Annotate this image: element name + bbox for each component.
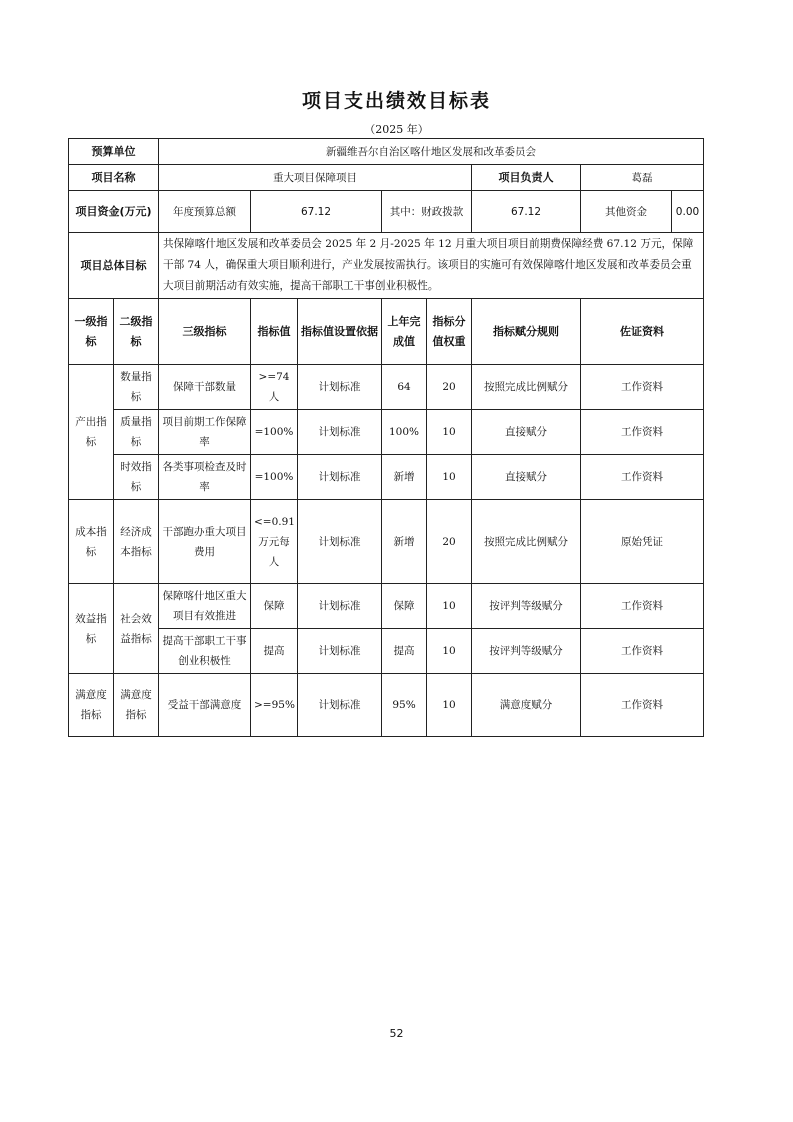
page-number: 52	[389, 1027, 404, 1040]
evidence-cell: 工作资料	[581, 455, 704, 500]
table-row	[69, 365, 704, 410]
indicator-value-cell: =100%	[251, 455, 298, 500]
rule-cell: 直接赋分	[472, 455, 581, 500]
header-basis: 指标值设置依据	[298, 299, 382, 365]
weight-cell: 10	[427, 584, 472, 629]
header-level3: 三级指标	[159, 299, 251, 365]
indicator-value-cell: =100%	[251, 410, 298, 455]
level1-benefit: 效益指标	[69, 584, 114, 674]
level1-cost: 成本指标	[69, 500, 114, 584]
table-row	[69, 455, 704, 500]
annual-budget-value: 67.12	[251, 191, 382, 233]
indicator-value-cell: 保障	[251, 584, 298, 629]
basis-cell: 计划标准	[298, 455, 382, 500]
last-year-cell: 新增	[382, 455, 427, 500]
rule-cell: 按评判等级赋分	[472, 584, 581, 629]
weight-cell: 10	[427, 629, 472, 674]
level3-cell: 提高干部职工干事创业积极性	[159, 629, 251, 674]
weight-cell: 10	[427, 455, 472, 500]
project-name-value: 重大项目保障项目	[159, 165, 472, 191]
project-leader-label: 项目负责人	[472, 165, 581, 191]
weight-cell: 20	[427, 365, 472, 410]
fiscal-funds-label: 其中：财政拨款	[382, 191, 472, 233]
fiscal-funds-value: 67.12	[472, 191, 581, 233]
indicator-value-cell: >=95%	[251, 674, 298, 737]
rule-cell: 按评判等级赋分	[472, 629, 581, 674]
last-year-cell: 100%	[382, 410, 427, 455]
annual-budget-label: 年度预算总额	[159, 191, 251, 233]
last-year-cell: 保障	[382, 584, 427, 629]
other-funds-value: 0.00	[672, 191, 704, 233]
level3-cell: 各类事项检查及时率	[159, 455, 251, 500]
basis-cell: 计划标准	[298, 410, 382, 455]
basis-cell: 计划标准	[298, 584, 382, 629]
last-year-cell: 64	[382, 365, 427, 410]
level1-satisfaction: 满意度指标	[69, 674, 114, 737]
basis-cell: 计划标准	[298, 500, 382, 584]
overall-goal-label: 项目总体目标	[69, 233, 159, 299]
other-funds-label: 其他资金	[581, 191, 672, 233]
basis-cell: 计划标准	[298, 674, 382, 737]
table-row	[69, 410, 704, 455]
header-level1: 一级指标	[69, 299, 114, 365]
weight-cell: 20	[427, 500, 472, 584]
rule-cell: 按照完成比例赋分	[472, 365, 581, 410]
header-evidence: 佐证资料	[581, 299, 704, 365]
level3-cell: 保障喀什地区重大项目有效推进	[159, 584, 251, 629]
overall-goal-text: 共保障喀什地区发展和改革委员会 2025 年 2 月-2025 年 12 月重大项目项目前期费保障经费 67.12 万元，保障干部 74 人，确保重大项目顺利进行，产业发展按需执行。该项目的实施可有效保障喀什地区发展和改革委员会重大项目前期活动有效实施，提高干部职工干事创业积极性。	[159, 233, 704, 299]
funds-label: 项目资金(万元)	[69, 191, 159, 233]
last-year-cell: 提高	[382, 629, 427, 674]
last-year-cell: 95%	[382, 674, 427, 737]
rule-cell: 直接赋分	[472, 410, 581, 455]
evidence-cell: 工作资料	[581, 584, 704, 629]
page-title: 项目支出绩效目标表	[301, 90, 491, 112]
performance-table	[68, 138, 704, 737]
header-last-year: 上年完成值	[382, 299, 427, 365]
table-row	[69, 674, 704, 737]
basis-cell: 计划标准	[298, 365, 382, 410]
table-row	[69, 629, 704, 674]
table-row	[69, 500, 704, 584]
table-row	[69, 584, 704, 629]
year-label: （2025 年）	[364, 123, 429, 136]
budget-unit-label: 预算单位	[69, 139, 159, 165]
level2-cell: 数量指标	[114, 365, 159, 410]
evidence-cell: 工作资料	[581, 674, 704, 737]
level2-cell: 社会效益指标	[114, 584, 159, 674]
weight-cell: 10	[427, 674, 472, 737]
level2-cell: 经济成本指标	[114, 500, 159, 584]
project-leader-value: 葛磊	[581, 165, 704, 191]
project-name-label: 项目名称	[69, 165, 159, 191]
evidence-cell: 工作资料	[581, 365, 704, 410]
level2-cell: 质量指标	[114, 410, 159, 455]
header-indicator-value: 指标值	[251, 299, 298, 365]
level1-output: 产出指标	[69, 365, 114, 500]
level3-cell: 受益干部满意度	[159, 674, 251, 737]
indicator-value-cell: 提高	[251, 629, 298, 674]
rule-cell: 满意度赋分	[472, 674, 581, 737]
level3-cell: 干部跑办重大项目费用	[159, 500, 251, 584]
basis-cell: 计划标准	[298, 629, 382, 674]
indicator-value-cell: >=74人	[251, 365, 298, 410]
level3-cell: 保障干部数量	[159, 365, 251, 410]
evidence-cell: 原始凭证	[581, 500, 704, 584]
evidence-cell: 工作资料	[581, 410, 704, 455]
level3-cell: 项目前期工作保障率	[159, 410, 251, 455]
budget-unit-value: 新疆维吾尔自治区喀什地区发展和改革委员会	[159, 139, 704, 165]
evidence-cell: 工作资料	[581, 629, 704, 674]
indicator-value-cell: <=0.91万元每人	[251, 500, 298, 584]
header-level2: 二级指标	[114, 299, 159, 365]
weight-cell: 10	[427, 410, 472, 455]
rule-cell: 按照完成比例赋分	[472, 500, 581, 584]
level2-cell: 时效指标	[114, 455, 159, 500]
header-rule: 指标赋分规则	[472, 299, 581, 365]
level2-cell: 满意度指标	[114, 674, 159, 737]
last-year-cell: 新增	[382, 500, 427, 584]
header-weight: 指标分值权重	[427, 299, 472, 365]
